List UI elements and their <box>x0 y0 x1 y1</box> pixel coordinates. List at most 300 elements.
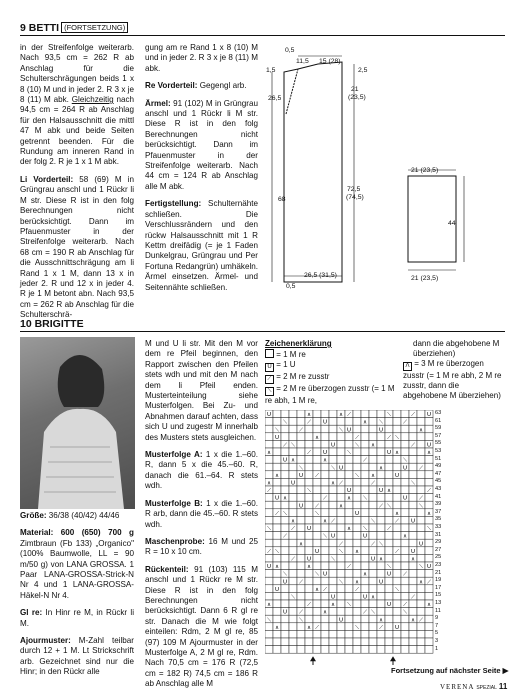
chart-cell <box>297 630 305 638</box>
chart-cell <box>345 440 353 448</box>
chart-symbol: U <box>386 450 392 457</box>
chart-cell <box>337 554 345 562</box>
chart-symbol: ∧ <box>274 564 280 571</box>
chart-symbol: ⟋ <box>379 503 383 510</box>
chart-symbol: U <box>330 533 336 540</box>
text: 16 M und 25 R = 10 x 10 cm. <box>145 536 258 557</box>
chart-cell <box>305 570 313 578</box>
chart-row-number: 55 <box>435 440 442 447</box>
chart-symbol: ⟍ <box>315 510 319 517</box>
chart-cell <box>321 577 329 585</box>
chart-cell <box>329 501 337 509</box>
chart-row-number: 27 <box>435 546 442 553</box>
chart-symbol: ⟋ <box>299 427 303 434</box>
chart-cell <box>281 448 289 456</box>
chart-cell <box>329 585 337 593</box>
chart-symbol: ⟍ <box>267 526 271 533</box>
chart-cell <box>353 608 361 616</box>
chart-cell <box>329 547 337 555</box>
chart-cell <box>425 623 433 631</box>
chart-symbol: ⟍ <box>371 609 375 616</box>
chart-symbol: ⟋ <box>331 518 335 525</box>
chart-cell <box>425 463 433 471</box>
chart-cell <box>345 554 353 562</box>
chart-cell <box>401 615 409 623</box>
chart-cell <box>385 623 393 631</box>
chart-symbol: ∧ <box>418 427 424 434</box>
chart-cell <box>289 463 297 471</box>
chart-symbol: ⟍ <box>299 465 303 472</box>
chart-cell <box>393 524 401 532</box>
chart-cell <box>297 456 305 464</box>
chart-legend-right <box>403 339 505 401</box>
chart-cell <box>385 585 393 593</box>
chart-cell <box>417 486 425 494</box>
chart-cell <box>345 509 353 517</box>
chart-cell <box>265 501 273 509</box>
dimension-label: 1,5 <box>266 67 276 74</box>
section-9-title <box>20 22 128 34</box>
chart-cell <box>337 646 345 654</box>
chart-cell <box>313 539 321 547</box>
chart-symbol: ∧ <box>346 526 352 533</box>
chart-row-number: 43 <box>435 486 442 492</box>
legend-item <box>265 360 400 372</box>
chart-symbol: ⟋ <box>371 541 375 548</box>
text: nach 94,5 cm = 264 R ab Anschlag für den Halsausschnitt die mittl 47 M abk und beide Seiten getrennt beenden. Für die Rundung am inneren Rand in der folg 2. R je 1 x 1 M abk. <box>20 95 134 167</box>
chart-cell <box>297 410 305 418</box>
chart-cell <box>305 516 313 524</box>
chart-symbol: ⟍ <box>331 465 335 472</box>
chart-row-number: 35 <box>435 516 442 523</box>
chart-cell <box>345 547 353 555</box>
chart-cell <box>393 456 401 464</box>
chart-cell <box>273 463 281 471</box>
chart-cell <box>329 509 337 517</box>
chart-symbol: ⟋ <box>403 602 407 609</box>
chart-cell <box>369 600 377 608</box>
chart-cell <box>385 418 393 426</box>
legend-item <box>265 372 400 384</box>
chart-symbol: ⟋ <box>347 564 351 571</box>
chart-cell <box>385 463 393 471</box>
paragraph-heading: Ärmel: <box>145 98 171 108</box>
chart-cell <box>321 630 329 638</box>
chart-cell <box>417 418 425 426</box>
chart-cell <box>273 600 281 608</box>
chart-cell <box>313 615 321 623</box>
chart-cell <box>409 463 417 471</box>
paragraph-heading: Re Vorderteil: <box>145 81 198 91</box>
dimension-label: 2,5 <box>358 67 368 74</box>
chart-cell <box>281 615 289 623</box>
chart-cell <box>321 433 329 441</box>
chart-cell <box>417 532 425 540</box>
chart-cell <box>369 570 377 578</box>
chart-cell <box>361 425 369 433</box>
chart-cell <box>265 638 273 646</box>
chart-symbol: ⟍ <box>379 419 383 426</box>
chart-cell <box>385 539 393 547</box>
chart-cell <box>385 615 393 623</box>
chart-symbol: ⟍ <box>315 571 319 578</box>
chart-cell <box>337 418 345 426</box>
chart-cell <box>377 516 385 524</box>
chart-symbol: ∧ <box>298 541 304 548</box>
section-10-column-1 <box>20 511 134 685</box>
chart-cell <box>289 425 297 433</box>
chart-cell <box>297 478 305 486</box>
chart-symbol: U <box>386 602 392 609</box>
chart-symbol: U <box>322 571 328 578</box>
chart-cell <box>353 418 361 426</box>
chart-cell <box>297 585 305 593</box>
chart-cell <box>329 615 337 623</box>
chart-cell <box>297 600 305 608</box>
chart-cell <box>281 410 289 418</box>
paragraph <box>20 175 134 321</box>
chart-symbol: ⟋ <box>267 548 271 555</box>
chart-symbol: U <box>314 548 320 555</box>
chart-cell <box>289 532 297 540</box>
chart-cell <box>417 638 425 646</box>
chart-cell <box>265 646 273 654</box>
chart-cell <box>273 539 281 547</box>
chart-cell <box>305 539 313 547</box>
chart-cell <box>377 570 385 578</box>
chart-cell <box>273 486 281 494</box>
chart-symbol: U <box>306 526 312 533</box>
chart-cell <box>425 539 433 547</box>
chart-cell <box>265 418 273 426</box>
chart-cell <box>369 630 377 638</box>
chart-cell <box>409 585 417 593</box>
chart-symbol: ∧ <box>410 617 416 624</box>
chart-cell <box>409 630 417 638</box>
chart-cell <box>425 630 433 638</box>
chart-cell <box>281 501 289 509</box>
chart-cell <box>297 638 305 646</box>
text: 36/38 (40/42) 44/46 <box>46 511 120 520</box>
chart-symbol: ⟋ <box>291 556 295 563</box>
text: Gegengl arb. <box>197 81 247 91</box>
chart-cell <box>337 471 345 479</box>
chart-symbol: U <box>378 427 384 434</box>
chart-cell <box>305 433 313 441</box>
chart-symbol: ⟍ <box>275 427 279 434</box>
dimension-label: 21 <box>351 86 359 93</box>
chart-cell <box>329 456 337 464</box>
chart-symbol: U <box>354 510 360 517</box>
chart-symbol: U <box>274 495 280 502</box>
chart-symbol: ⟋ <box>403 419 407 426</box>
chart-cell <box>401 638 409 646</box>
chart-cell <box>313 608 321 616</box>
chart-cell <box>305 509 313 517</box>
chart-cell <box>305 478 313 486</box>
chart-symbol: ⟋ <box>419 495 423 502</box>
chart-symbol: ⟋ <box>315 503 319 510</box>
chart-cell <box>273 608 281 616</box>
chart-cell <box>401 585 409 593</box>
chart-cell <box>353 494 361 502</box>
chart-cell <box>353 463 361 471</box>
text: 91 (102) M in Grüngrau anschl und 1 Rückr li M str. Diese R ist in den folg Berechnungen nicht berücksichtigt. Dann im Pfauenmuster in der Streifenfolge weiterarb. Nach 44 cm = 124 R ab Anschlag alle M abk. <box>145 98 258 191</box>
chart-symbol: ∧ <box>338 503 344 510</box>
chart-symbol: ∧ <box>378 617 384 624</box>
paragraph <box>145 450 258 492</box>
text: 91 (103) 115 M anschl und 1 Rückr re M str. Diese R ist in den folg Berechnungen nicht berücksichtigt. Dann 6 R gl re str. Danach die M wie folgt einteilen: Rdm, 2 M gl re, 85 (97) 109 M Ajourmuster in der Musterfolge A, 2 M gl re, Rdm. Nach 70,5 cm = 176 R (72,5 cm = 182 R) 74,5 cm = 186 R ab Anschlag alle M <box>145 564 258 689</box>
chart-cell <box>265 494 273 502</box>
chart-symbol: ∧ <box>370 472 376 479</box>
chart-cell <box>265 463 273 471</box>
chart-row-number: 17 <box>435 584 442 591</box>
chart-symbol: ⟋ <box>267 488 271 495</box>
chart-cell <box>345 623 353 631</box>
chart-cell <box>313 630 321 638</box>
chart-cell <box>329 410 337 418</box>
chart-cell <box>377 608 385 616</box>
chart-cell <box>289 562 297 570</box>
chart-symbol: ⟍ <box>347 602 351 609</box>
chart-cell <box>313 463 321 471</box>
chart-cell <box>289 638 297 646</box>
legend-text: = 1 M re <box>276 350 306 359</box>
chart-row-number: 5 <box>435 630 439 637</box>
chart-cell <box>401 478 409 486</box>
chart-symbol: ⟍ <box>275 548 279 555</box>
chart-cell <box>345 418 353 426</box>
chart-cell <box>337 585 345 593</box>
chart-cell <box>377 592 385 600</box>
chart-symbol: U <box>346 488 352 495</box>
chart-symbol: ∧ <box>354 579 360 586</box>
chart-cell <box>361 516 369 524</box>
chart-cell <box>345 615 353 623</box>
chart-cell <box>361 615 369 623</box>
chart-cell <box>329 608 337 616</box>
chart-cell <box>305 592 313 600</box>
chart-symbol: ∧ <box>426 510 432 517</box>
chart-symbol: U <box>338 465 344 472</box>
chart-cell <box>369 486 377 494</box>
chart-cell <box>273 577 281 585</box>
chart-cell <box>361 554 369 562</box>
chart-cell <box>337 486 345 494</box>
chart-cell <box>305 646 313 654</box>
chart-cell <box>417 608 425 616</box>
chart-symbol: ⟍ <box>307 488 311 495</box>
chart-cell <box>417 600 425 608</box>
chart-cell <box>265 433 273 441</box>
chart-cell <box>361 478 369 486</box>
text: M-Zahl teilbar durch 12 + 1 M. Lt Strickschrift arb. Gezeichnet sind nur die Hinr; in den Rückr alle <box>20 636 134 677</box>
chart-cell <box>425 425 433 433</box>
chart-cell <box>321 592 329 600</box>
chart-cell <box>273 418 281 426</box>
chart-cell <box>369 532 377 540</box>
chart-cell <box>321 638 329 646</box>
chart-cell <box>281 630 289 638</box>
chart-cell <box>345 608 353 616</box>
chart-cell <box>337 509 345 517</box>
chart-cell <box>353 425 361 433</box>
chart-symbol: ∧ <box>402 533 408 540</box>
legend-text: = 2 M re zusstr <box>276 372 330 381</box>
chart-cell <box>329 623 337 631</box>
paragraph-heading: Ajourmuster: <box>20 636 71 646</box>
chart-cell <box>361 501 369 509</box>
paragraph-heading: Musterfolge B: <box>145 498 203 508</box>
chart-symbol: ∧ <box>306 564 312 571</box>
legend-text: = 3 M re überzogen zusstr (= 1 M re abh, 2 M re zusstr, dann die abgehobene M überziehen) <box>403 359 502 400</box>
chart-cell <box>361 433 369 441</box>
chart-cell <box>273 448 281 456</box>
chart-symbol: ∧ <box>370 594 376 601</box>
chart-cell <box>417 456 425 464</box>
chart-cell <box>417 547 425 555</box>
chart-cell <box>369 501 377 509</box>
chart-symbol: U <box>394 472 400 479</box>
chart-cell <box>409 532 417 540</box>
chart-cell <box>273 638 281 646</box>
section-10-title: 10 BRIGITTE <box>20 318 84 330</box>
chart-cell <box>305 547 313 555</box>
chart-cell <box>329 524 337 532</box>
chart-cell <box>401 486 409 494</box>
paragraph <box>145 43 258 74</box>
model-photo <box>20 337 135 509</box>
chart-cell <box>385 638 393 646</box>
chart-cell <box>425 570 433 578</box>
chart-symbol: ⟋ <box>355 586 359 593</box>
chart-cell <box>281 471 289 479</box>
chart-symbol: ∧ <box>330 480 336 487</box>
chart-symbol: ⟋ <box>419 465 423 472</box>
chart-cell <box>377 471 385 479</box>
chart-cell <box>265 585 273 593</box>
chart-cell <box>281 554 289 562</box>
chart-cell <box>393 539 401 547</box>
chart-symbol: U <box>282 457 288 464</box>
text: 58 (69) M in Grüngrau anschl und 1 Rückr li M str. Diese R ist in den folg Berechnungen nicht berücksichtigt. Dann im Pfauenmuster in der Streifenfolge weiterarb. Nach 68 cm = 190 R ab Anschlag für die Ausschnittschrägung am li Rand 1 x 1 M, dann 13 x in jeder 2. R und 12 x in jeder 4. R je 1 M betont abn. Nach 93,5 cm = 262 R ab Anschlag für die Schulterschrä- <box>20 174 134 320</box>
legend-text: = 1 U <box>276 360 296 369</box>
chart-row-number: 49 <box>435 463 442 470</box>
chart-cell <box>361 646 369 654</box>
chart-symbol: ⟍ <box>323 533 327 540</box>
chart-cell <box>409 425 417 433</box>
chart-cell <box>369 562 377 570</box>
chart-cell <box>305 425 313 433</box>
chart-cell <box>361 486 369 494</box>
chart-symbol: ⟍ <box>387 503 391 510</box>
chart-cell <box>321 440 329 448</box>
chart-symbol: ⟋ <box>379 624 383 631</box>
chart-cell <box>313 554 321 562</box>
chart-symbol: U <box>282 579 288 586</box>
chart-symbol: ⟍ <box>403 457 407 464</box>
section-9-title-text: 9 BETTI <box>20 22 60 34</box>
chart-symbol: ⟍ <box>291 594 295 601</box>
paragraph-heading: Musterfolge A: <box>145 450 203 460</box>
chart-cell <box>385 630 393 638</box>
chart-cell <box>297 440 305 448</box>
text: in der Streifenfolge weiterarb. Nach 93,5 cm = 262 R ab Anschlag für die Schulterschrägungen beids 1 x 8 (10) M und in <box>20 43 134 94</box>
chart-cell <box>369 585 377 593</box>
chart-cell <box>409 646 417 654</box>
chart-symbol: ∧ <box>322 609 328 616</box>
chart-cell <box>321 554 329 562</box>
chart-cell <box>409 623 417 631</box>
chart-cell <box>289 494 297 502</box>
chart-cell <box>281 433 289 441</box>
chart-symbol: ⟍ <box>387 412 391 419</box>
chart-cell <box>409 600 417 608</box>
chart-symbol: U <box>362 594 368 601</box>
section-10-rule <box>20 331 505 332</box>
legend-item <box>265 349 400 360</box>
chart-cell <box>329 448 337 456</box>
chart-cell <box>369 494 377 502</box>
cdd-symbol-icon: Λ <box>403 362 412 371</box>
chart-cell <box>385 516 393 524</box>
chart-symbol: ⟋ <box>291 526 295 533</box>
chart-symbol: U <box>282 609 288 616</box>
chart-cell <box>353 554 361 562</box>
chart-cell <box>393 554 401 562</box>
chart-symbol: U <box>330 594 336 601</box>
dimension-label: 21 (23,5) <box>411 167 439 174</box>
chart-cell <box>345 592 353 600</box>
chart-cell <box>409 539 417 547</box>
chart-cell <box>265 471 273 479</box>
chart-cell <box>377 494 385 502</box>
chart-cell <box>369 425 377 433</box>
chart-row-number: 41 <box>435 493 442 500</box>
chart-symbol: ⟋ <box>411 412 415 419</box>
text: In Hinr re M, in Rückr li M. <box>20 608 134 628</box>
dimension-label: 11,5 <box>296 58 309 65</box>
chart-cell <box>281 478 289 486</box>
chart-symbol: ∧ <box>378 465 384 472</box>
chart-cell <box>289 410 297 418</box>
paragraph <box>20 528 134 601</box>
legend-item <box>403 359 505 401</box>
chart-cell <box>425 418 433 426</box>
chart-cell <box>273 478 281 486</box>
chart-cell <box>401 577 409 585</box>
chart-cell <box>393 570 401 578</box>
chart-symbol: ∧ <box>274 624 280 631</box>
chart-cell <box>385 646 393 654</box>
chart-cell <box>377 638 385 646</box>
chart-cell <box>289 501 297 509</box>
repeat-arrow-head <box>390 656 396 661</box>
chart-symbol: ⟋ <box>299 609 303 616</box>
chart-symbol: ⟍ <box>331 556 335 563</box>
chart-cell <box>337 532 345 540</box>
chart-cell <box>337 494 345 502</box>
chart-cell <box>353 486 361 494</box>
chart-symbol: U <box>298 472 304 479</box>
chart-cell <box>345 516 353 524</box>
legend-text: dann die abgehobene M überziehen) <box>413 339 500 358</box>
chart-cell <box>369 524 377 532</box>
chart-cell <box>361 448 369 456</box>
chart-symbol: ∧ <box>290 518 296 525</box>
chart-cell <box>377 433 385 441</box>
chart-cell <box>345 456 353 464</box>
